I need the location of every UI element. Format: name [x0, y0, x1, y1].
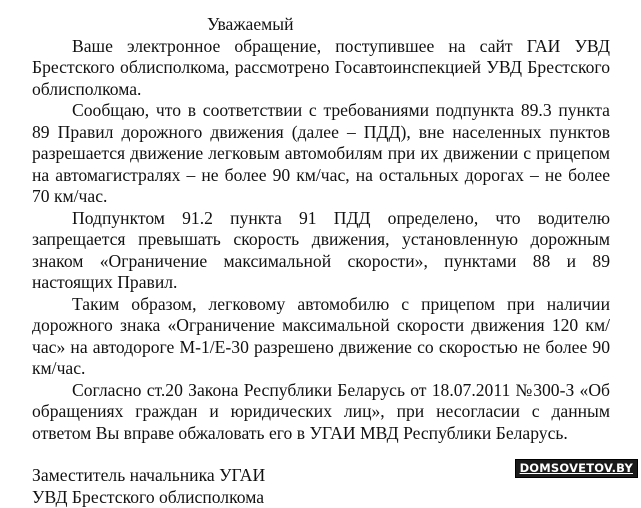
letter-greeting: Уважаемый — [207, 14, 610, 36]
letter-paragraph-1: Ваше электронное обращение, поступившее на сайт ГАИ УВД Брестского облисполкома, рассмотрено Госавтоинспекцией УВД Брестского облисполкома. — [32, 36, 610, 101]
site-watermark: DOMSOVETOV.BY — [515, 459, 638, 478]
signature-title: Заместитель начальника УГАИ — [32, 465, 610, 487]
letter-paragraph-3: Подпунктом 91.2 пункта 91 ПДД определено, что водителю запрещается превышать скорость движения, установленную дорожным знаком «Ограничение максимальной скорости», пунктами 88 и 89 настоящих Правил. — [32, 208, 610, 294]
signature-organization: УВД Брестского облисполкома — [32, 487, 610, 508]
letter-paragraph-5: Согласно ст.20 Закона Республики Беларусь от 18.07.2011 №300-З «Об обращениях граждан и юридических лиц», при несогласии с данным ответом Вы вправе обжаловать его в УГАИ МВД Республики Беларусь. — [32, 380, 610, 445]
letter-document — [32, 14, 610, 508]
letter-paragraph-2: Сообщаю, что в соответствии с требованиями подпункта 89.3 пункта 89 Правил дорожного движения (далее – ПДД), вне населенных пунктов разрешается движение легковым автомобилям при их движении с прицепом на автомагистралях – не более 90 км/час, на остальных дорогах – не более 70 км/час. — [32, 100, 610, 208]
letter-paragraph-4: Таким образом, легковому автомобилю с прицепом при наличии дорожного знака «Ограничение максимальной скорости движения 120 км/час» на автодороге М-1/Е-30 разрешено движение со скоростью не более 90 км/час. — [32, 294, 610, 380]
